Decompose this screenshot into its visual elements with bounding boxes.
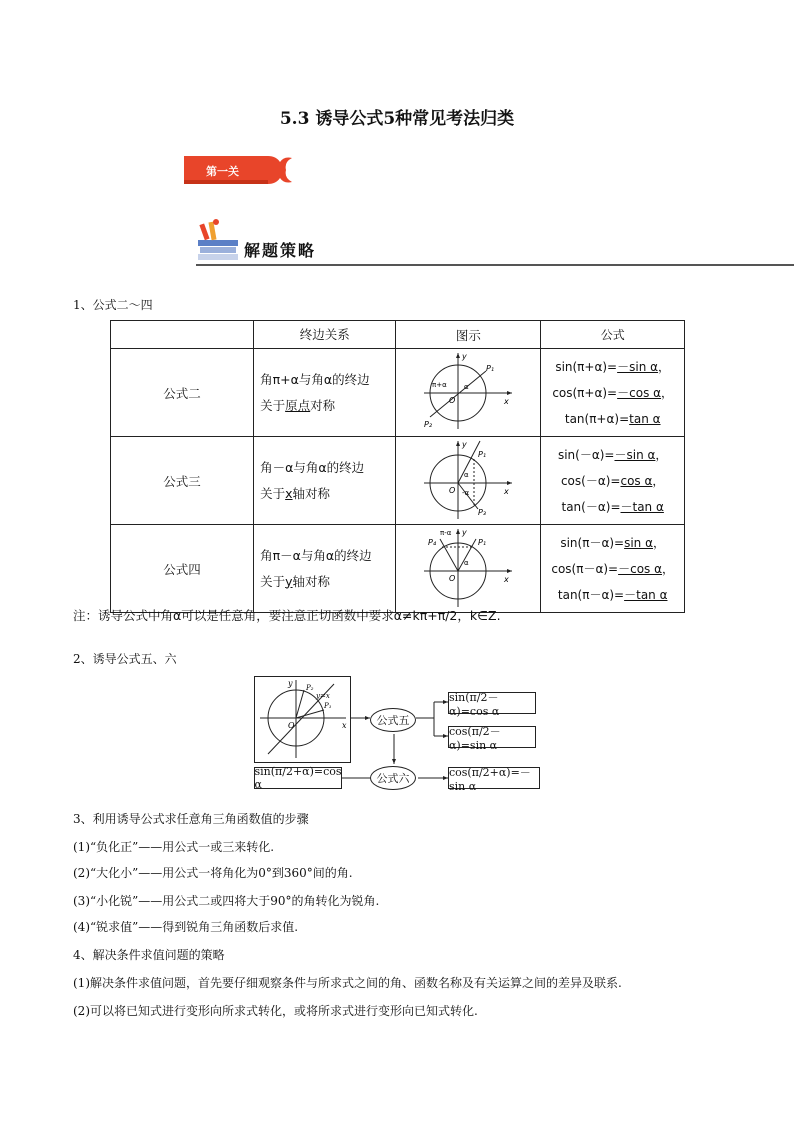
formula-lhs: cos(π+α)=: [552, 385, 618, 400]
svg-text:O: O: [449, 396, 456, 405]
formula-line: [541, 494, 684, 520]
formula-punct: ，: [653, 535, 666, 550]
formula-lhs: sin(π+α)=: [555, 359, 618, 374]
svg-text:P₁: P₁: [486, 364, 495, 373]
formula-6-node: 公式六: [370, 766, 416, 790]
formula-lhs: cos(π－α)=: [551, 561, 619, 576]
formula-lhs: cos(－α)=: [560, 473, 621, 488]
diagram-cell: [396, 525, 541, 613]
formula-cell: [541, 525, 685, 613]
heading-4: 4、解决条件求值问题的策略: [73, 948, 225, 962]
formula-rhs: －cos α: [618, 561, 663, 576]
formula-name: 公式三: [111, 437, 254, 525]
svg-text:P₁: P₁: [478, 450, 487, 459]
svg-text:x: x: [504, 397, 510, 406]
strategy-item: (2)可以将已知式进行变形向所求式转化，或将所求式进行变形向已知式转化.: [73, 1004, 478, 1018]
relation-text: 关于: [260, 485, 286, 501]
svg-text:P₂: P₂: [306, 684, 314, 692]
unit-circle-diagram: [396, 525, 540, 609]
formula-rhs: cos α: [620, 473, 653, 488]
formula-punct: ，: [662, 561, 675, 576]
relation-text: 轴对称: [292, 573, 331, 589]
relation-text: 对称: [310, 397, 336, 413]
formula-box: sin(π/2－α)=cos α: [448, 692, 536, 714]
svg-text:x: x: [342, 721, 347, 730]
formula-cell: [541, 349, 685, 437]
formula-rhs: tan α: [629, 411, 661, 426]
header-cell: 图示: [396, 321, 541, 349]
diagram-cell: [396, 437, 541, 525]
step-item: (4)“锐求值”——得到锐角三角函数后求值.: [73, 920, 299, 934]
svg-text:y=x: y=x: [316, 692, 330, 700]
step-item: (3)“小化锐”——用公式二或四将大于90°的角转化为锐角.: [73, 894, 380, 908]
note-text: 注：诱导公式中角α可以是任意角，要注意正切函数中要求α≠kπ+π/2，k∈Z.: [73, 608, 501, 623]
formula-line: [541, 406, 684, 432]
table-row: [111, 349, 685, 437]
svg-text:y: y: [462, 528, 468, 537]
divider: [196, 264, 794, 266]
relation-line: [260, 481, 395, 507]
svg-text:π+α: π+α: [432, 381, 448, 389]
svg-text:P₃: P₃: [478, 508, 487, 517]
relation-line: [260, 393, 395, 419]
header-cell: [111, 321, 254, 349]
formula-punct: ，: [652, 473, 665, 488]
heading-1: 1、公式二～四: [73, 298, 153, 312]
header-cell: 公式: [541, 321, 685, 349]
svg-text:y: y: [462, 440, 468, 449]
heading-3: 3、利用诱导公式求任意角三角函数值的步骤: [73, 812, 309, 826]
formula-rhs: －sin α: [617, 359, 659, 374]
strategy-item: (1)解决条件求值问题，首先要仔细观察条件与所求式之间的角、函数名称及有关运算之间的差异及联系.: [73, 976, 622, 990]
formula-lhs: tan(π+α)=: [564, 411, 630, 426]
svg-text:P₂: P₂: [424, 420, 433, 429]
relation-line: 角－α与角α的终边: [260, 459, 365, 475]
svg-text:π-α: π-α: [440, 529, 452, 537]
formula-line: [541, 354, 684, 380]
relation-key: x: [285, 485, 293, 501]
formula-box: cos(π/2－α)=sin α: [448, 726, 536, 748]
svg-text:O: O: [449, 486, 456, 495]
formula-box: cos(π/2+α)=－sin α: [448, 767, 540, 789]
section-title: 解题策略: [244, 241, 317, 260]
formula-5-node: 公式五: [370, 708, 416, 732]
svg-text:P₁: P₁: [478, 538, 487, 547]
formula-cell: [541, 437, 685, 525]
relation-key: y: [285, 573, 293, 589]
table-header-row: [111, 321, 685, 349]
terminal-relation: [254, 349, 396, 437]
terminal-relation: [254, 525, 396, 613]
formula-line: [541, 442, 684, 468]
formula-line: [541, 380, 684, 406]
formula-line: [541, 556, 684, 582]
formula-lhs: tan(π－α)=: [557, 587, 625, 602]
svg-text:y: y: [288, 679, 293, 688]
svg-text:x: x: [504, 575, 510, 584]
formula-box: sin(π/2+α)=cos α: [254, 765, 342, 791]
formula-rhs: －tan α: [624, 587, 668, 602]
svg-text:α: α: [464, 471, 470, 479]
svg-text:y: y: [462, 352, 468, 361]
step-item: (2)“大化小”——用公式一将角化为0°到360°间的角.: [73, 866, 353, 880]
formula-line: [541, 530, 684, 556]
step-item: (1)“负化正”——用公式一或三来转化.: [73, 840, 275, 854]
formula-rhs: sin α: [624, 535, 654, 550]
svg-text:P₁: P₁: [324, 702, 332, 710]
formula-table: [110, 320, 685, 613]
svg-text:α: α: [464, 383, 470, 391]
table-row: [111, 525, 685, 613]
formula-line: [541, 582, 684, 608]
relation-line: [260, 569, 395, 595]
unit-circle-diagram: [396, 349, 540, 433]
svg-text:α: α: [464, 559, 470, 567]
relation-text: 关于: [260, 573, 286, 589]
heading-2: 2、诱导公式五、六: [73, 652, 177, 666]
diagram-cell: [396, 349, 541, 437]
banner-label: 第一关: [206, 165, 239, 178]
level-banner: [184, 152, 294, 188]
header-cell: 终边关系: [254, 321, 396, 349]
formula-punct: ，: [658, 359, 671, 374]
terminal-relation: [254, 437, 396, 525]
svg-text:P₄: P₄: [428, 538, 437, 547]
formula-punct: ，: [661, 385, 674, 400]
relation-line: 角π－α与角α的终边: [260, 547, 372, 563]
formula-lhs: tan(－α)=: [561, 499, 621, 514]
svg-text:x: x: [504, 487, 510, 496]
formula-rhs: －tan α: [620, 499, 664, 514]
svg-text:O: O: [449, 574, 456, 583]
formula-punct: ，: [655, 447, 668, 462]
formula-line: [541, 468, 684, 494]
formula-rhs: －cos α: [617, 385, 662, 400]
relation-key: 原点: [285, 397, 311, 413]
svg-text:-α: -α: [462, 489, 470, 497]
relation-text: 关于: [260, 397, 286, 413]
formula-lhs: sin(π－α)=: [560, 535, 625, 550]
formula-name: 公式四: [111, 525, 254, 613]
formula-lhs: sin(－α)=: [557, 447, 615, 462]
table-row: [111, 437, 685, 525]
unit-circle-diagram: [396, 437, 540, 521]
page-title: 5.3 诱导公式5种常见考法归类: [279, 109, 515, 129]
formula-rhs: －sin α: [614, 447, 656, 462]
relation-text: 轴对称: [292, 485, 331, 501]
relation-line: 角π+α与角α的终边: [260, 371, 370, 387]
formula-name: 公式二: [111, 349, 254, 437]
svg-text:O: O: [288, 721, 295, 730]
